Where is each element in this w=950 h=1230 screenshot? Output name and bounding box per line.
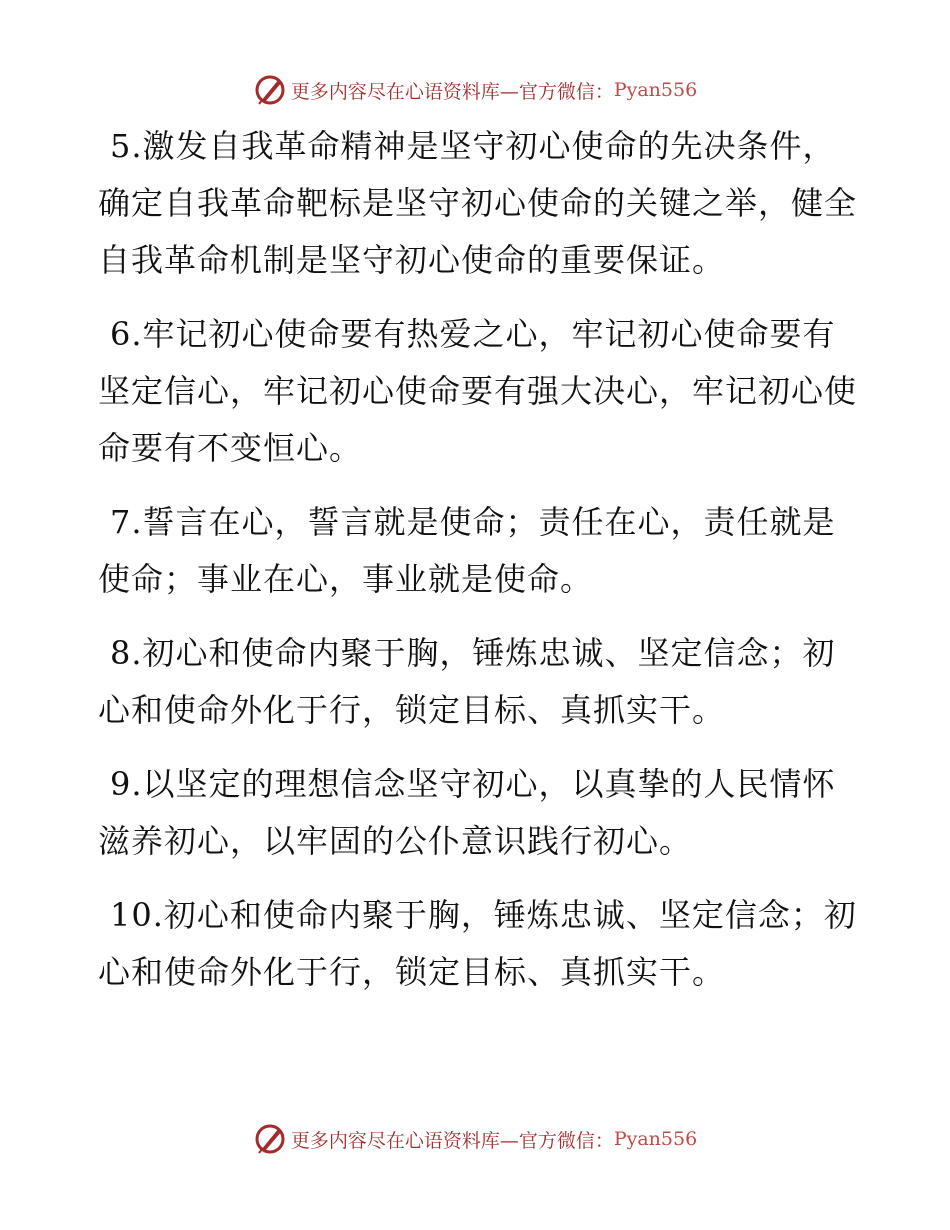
header-banner: [0, 70, 950, 110]
list-item: 9.以坚定的理想信念坚守初心，以真挚的人民情怀滋养初心，以牢固的公仆意识践行初心。: [98, 765, 836, 860]
wechat-id: Pyan556: [613, 79, 698, 101]
document-body: [98, 118, 858, 1001]
banner-text: 更多内容尽在心语资料库—官方微信：: [290, 1129, 614, 1152]
list-item: 7.誓言在心，誓言就是使命；责任在心，责任就是使命；事业在心，事业就是使命。: [98, 503, 836, 598]
quill-pen-logo-icon: [253, 73, 287, 107]
list-item: 5.激发自我革命精神是坚守初心使命的先决条件，确定自我革命靶标是坚守初心使命的关键之举，健全自我革命机制是坚守初心使命的重要保证。: [98, 127, 858, 279]
quill-pen-logo-icon: [253, 1122, 287, 1156]
wechat-id: Pyan556: [613, 1128, 698, 1150]
list-item: 8.初心和使命内聚于胸，锤炼忠诚、坚定信念；初心和使命外化于行，锁定目标、真抓实干。: [98, 634, 836, 729]
footer-banner: [0, 1119, 950, 1159]
banner-text: 更多内容尽在心语资料库—官方微信：: [290, 80, 614, 103]
list-item: 10.初心和使命内聚于胸，锤炼忠诚、坚定信念；初心和使命外化于行，锁定目标、真抓实干。: [98, 896, 857, 991]
list-item: 6.牢记初心使命要有热爱之心，牢记初心使命要有坚定信心，牢记初心使命要有强大决心，牢记初心使命要有不变恒心。: [98, 315, 858, 467]
